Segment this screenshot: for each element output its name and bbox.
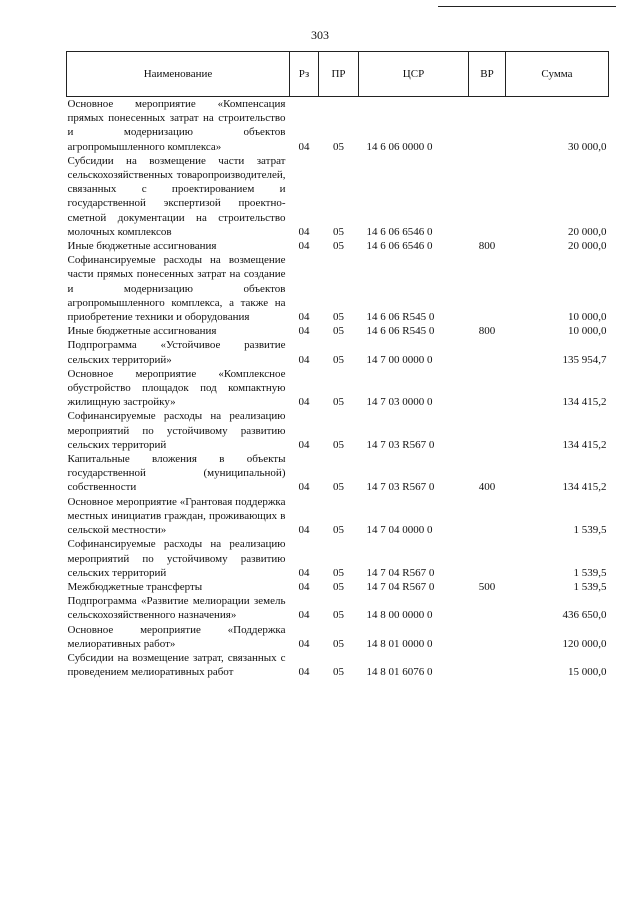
row-rz: 04 xyxy=(298,481,310,494)
row-pr: 05 xyxy=(333,666,344,679)
row-csr: 14 6 06 6546 0 xyxy=(366,225,433,238)
row-vr xyxy=(469,253,506,324)
row-rz: 04 xyxy=(298,240,310,253)
row-rz: 04 xyxy=(298,311,310,324)
header-pr: ПР xyxy=(319,52,359,97)
table-row xyxy=(67,651,609,679)
row-csr: 14 6 06 R545 0 xyxy=(366,311,435,324)
row-csr: 14 6 06 6546 0 xyxy=(366,240,433,253)
row-rz: 04 xyxy=(298,353,310,366)
row-csr: 14 6 06 R545 0 xyxy=(366,325,435,338)
row-pr: 05 xyxy=(333,580,344,593)
row-vr xyxy=(469,495,506,538)
row-rz: 04 xyxy=(298,637,310,650)
row-name: Субсидии на возмещение части затрат сельскохозяйственных товаропроизводителей, связанных с проектированием и государственной экспертизой проектно-сметной документации на строительство молочных комплексов xyxy=(67,154,286,238)
row-sum: 10 000,0 xyxy=(568,311,607,324)
table-row xyxy=(67,537,609,580)
table-row xyxy=(67,594,609,622)
row-vr xyxy=(469,154,506,239)
row-pr: 05 xyxy=(333,396,344,409)
row-vr xyxy=(469,594,506,622)
row-csr: 14 7 04 R567 0 xyxy=(366,580,435,593)
row-pr: 05 xyxy=(333,311,344,324)
row-pr: 05 xyxy=(333,566,344,579)
row-vr xyxy=(469,409,506,452)
row-rz: 04 xyxy=(298,609,310,622)
table-row xyxy=(67,452,609,495)
row-pr: 05 xyxy=(333,481,344,494)
row-pr: 05 xyxy=(333,353,344,366)
row-vr: 800 xyxy=(478,240,496,253)
row-rz: 04 xyxy=(298,438,310,451)
row-csr: 14 6 06 0000 0 xyxy=(366,140,433,153)
table-row xyxy=(67,623,609,651)
row-name: Основное мероприятие «Грантовая поддержка местных инициатив граждан, проживающих в сельской местности» xyxy=(67,495,286,537)
row-name: Подпрограмма «Развитие мелиорации земель сельскохозяйственного назначения» xyxy=(67,595,286,622)
row-rz: 04 xyxy=(298,580,310,593)
row-rz: 04 xyxy=(298,524,310,537)
row-name: Основное мероприятие «Комплексное обустройство площадок под компактную жилищную застройку» xyxy=(67,367,286,409)
row-sum: 120 000,0 xyxy=(562,637,607,650)
table-body xyxy=(67,97,609,680)
header-rz: Рз xyxy=(290,52,319,97)
row-sum: 436 650,0 xyxy=(562,609,607,622)
row-rz: 04 xyxy=(298,666,310,679)
header-vr: ВР xyxy=(469,52,506,97)
row-sum: 20 000,0 xyxy=(568,240,607,253)
row-rz: 04 xyxy=(298,566,310,579)
row-csr: 14 7 00 0000 0 xyxy=(366,353,433,366)
row-csr: 14 7 03 R567 0 xyxy=(366,481,435,494)
page-number: 303 xyxy=(311,28,329,42)
row-csr: 14 7 04 0000 0 xyxy=(366,524,433,537)
table-row xyxy=(67,409,609,452)
table-row xyxy=(67,338,609,366)
row-sum: 15 000,0 xyxy=(568,666,607,679)
row-sum: 1 539,5 xyxy=(573,580,607,593)
row-sum: 135 954,7 xyxy=(562,353,607,366)
row-vr: 800 xyxy=(478,325,496,338)
row-sum: 134 415,2 xyxy=(562,438,607,451)
row-sum: 1 539,5 xyxy=(573,524,607,537)
table-row xyxy=(67,580,609,594)
budget-table xyxy=(66,51,609,679)
row-rz: 04 xyxy=(298,140,310,153)
row-csr: 14 7 03 R567 0 xyxy=(366,438,435,451)
row-pr: 05 xyxy=(333,637,344,650)
table-row xyxy=(67,253,609,324)
row-vr xyxy=(469,97,506,154)
row-vr xyxy=(469,537,506,580)
row-name: Капитальные вложения в объекты государственной (муниципальной) собственности xyxy=(67,453,286,494)
table-row xyxy=(67,154,609,239)
row-pr: 05 xyxy=(333,524,344,537)
row-name: Основное мероприятие «Поддержка мелиоративных работ» xyxy=(67,623,286,650)
row-sum: 10 000,0 xyxy=(568,325,607,338)
row-pr: 05 xyxy=(333,609,344,622)
header-csr: ЦСР xyxy=(359,52,469,97)
row-name: Иные бюджетные ассигнования xyxy=(67,325,217,338)
row-rz: 04 xyxy=(298,325,310,338)
row-vr: 500 xyxy=(478,580,496,593)
row-pr: 05 xyxy=(333,438,344,451)
row-vr xyxy=(469,623,506,651)
table-header-row xyxy=(67,52,609,97)
row-name: Подпрограмма «Устойчивое развитие сельских территорий» xyxy=(67,339,286,366)
row-name: Межбюджетные трансферты xyxy=(67,580,203,593)
row-sum: 30 000,0 xyxy=(568,140,607,153)
row-rz: 04 xyxy=(298,225,310,238)
row-name: Иные бюджетные ассигнования xyxy=(67,240,217,253)
header-sum: Сумма xyxy=(506,52,609,97)
row-vr: 400 xyxy=(478,481,496,494)
row-name: Софинансируемые расходы на реализацию мероприятий по устойчивому развитию сельских территорий xyxy=(67,410,286,451)
row-rz: 04 xyxy=(298,396,310,409)
row-vr xyxy=(469,338,506,366)
row-sum: 134 415,2 xyxy=(562,396,607,409)
row-vr xyxy=(469,651,506,679)
row-vr xyxy=(469,367,506,410)
row-csr: 14 8 01 6076 0 xyxy=(366,666,433,679)
row-csr: 14 7 03 0000 0 xyxy=(366,396,433,409)
table-row xyxy=(67,324,609,338)
row-sum: 1 539,5 xyxy=(573,566,607,579)
row-pr: 05 xyxy=(333,225,344,238)
table-row xyxy=(67,97,609,154)
row-name: Софинансируемые расходы на возмещение части прямых понесенных затрат на создание и модернизацию объектов агропромышленного комплекса, а также на приобретение техники и оборудования xyxy=(67,254,286,324)
top-rule xyxy=(438,6,616,7)
row-csr: 14 7 04 R567 0 xyxy=(366,566,435,579)
row-sum: 20 000,0 xyxy=(568,225,607,238)
row-name: Основное мероприятие «Компенсация прямых понесенных затрат на строительство и модернизацию объектов агропромышленного комплекса» xyxy=(67,98,286,153)
table-row xyxy=(67,367,609,410)
row-sum: 134 415,2 xyxy=(562,481,607,494)
table-row xyxy=(67,495,609,538)
row-name: Субсидии на возмещение затрат, связанных с проведением мелиоративных работ xyxy=(67,651,286,679)
row-name: Софинансируемые расходы на реализацию мероприятий по устойчивому развитию сельских территорий xyxy=(67,538,286,579)
header-name: Наименование xyxy=(67,52,290,97)
row-pr: 05 xyxy=(333,140,344,153)
row-csr: 14 8 00 0000 0 xyxy=(366,609,433,622)
row-pr: 05 xyxy=(333,325,344,338)
row-pr: 05 xyxy=(333,240,344,253)
table-row xyxy=(67,239,609,253)
row-csr: 14 8 01 0000 0 xyxy=(366,637,433,650)
